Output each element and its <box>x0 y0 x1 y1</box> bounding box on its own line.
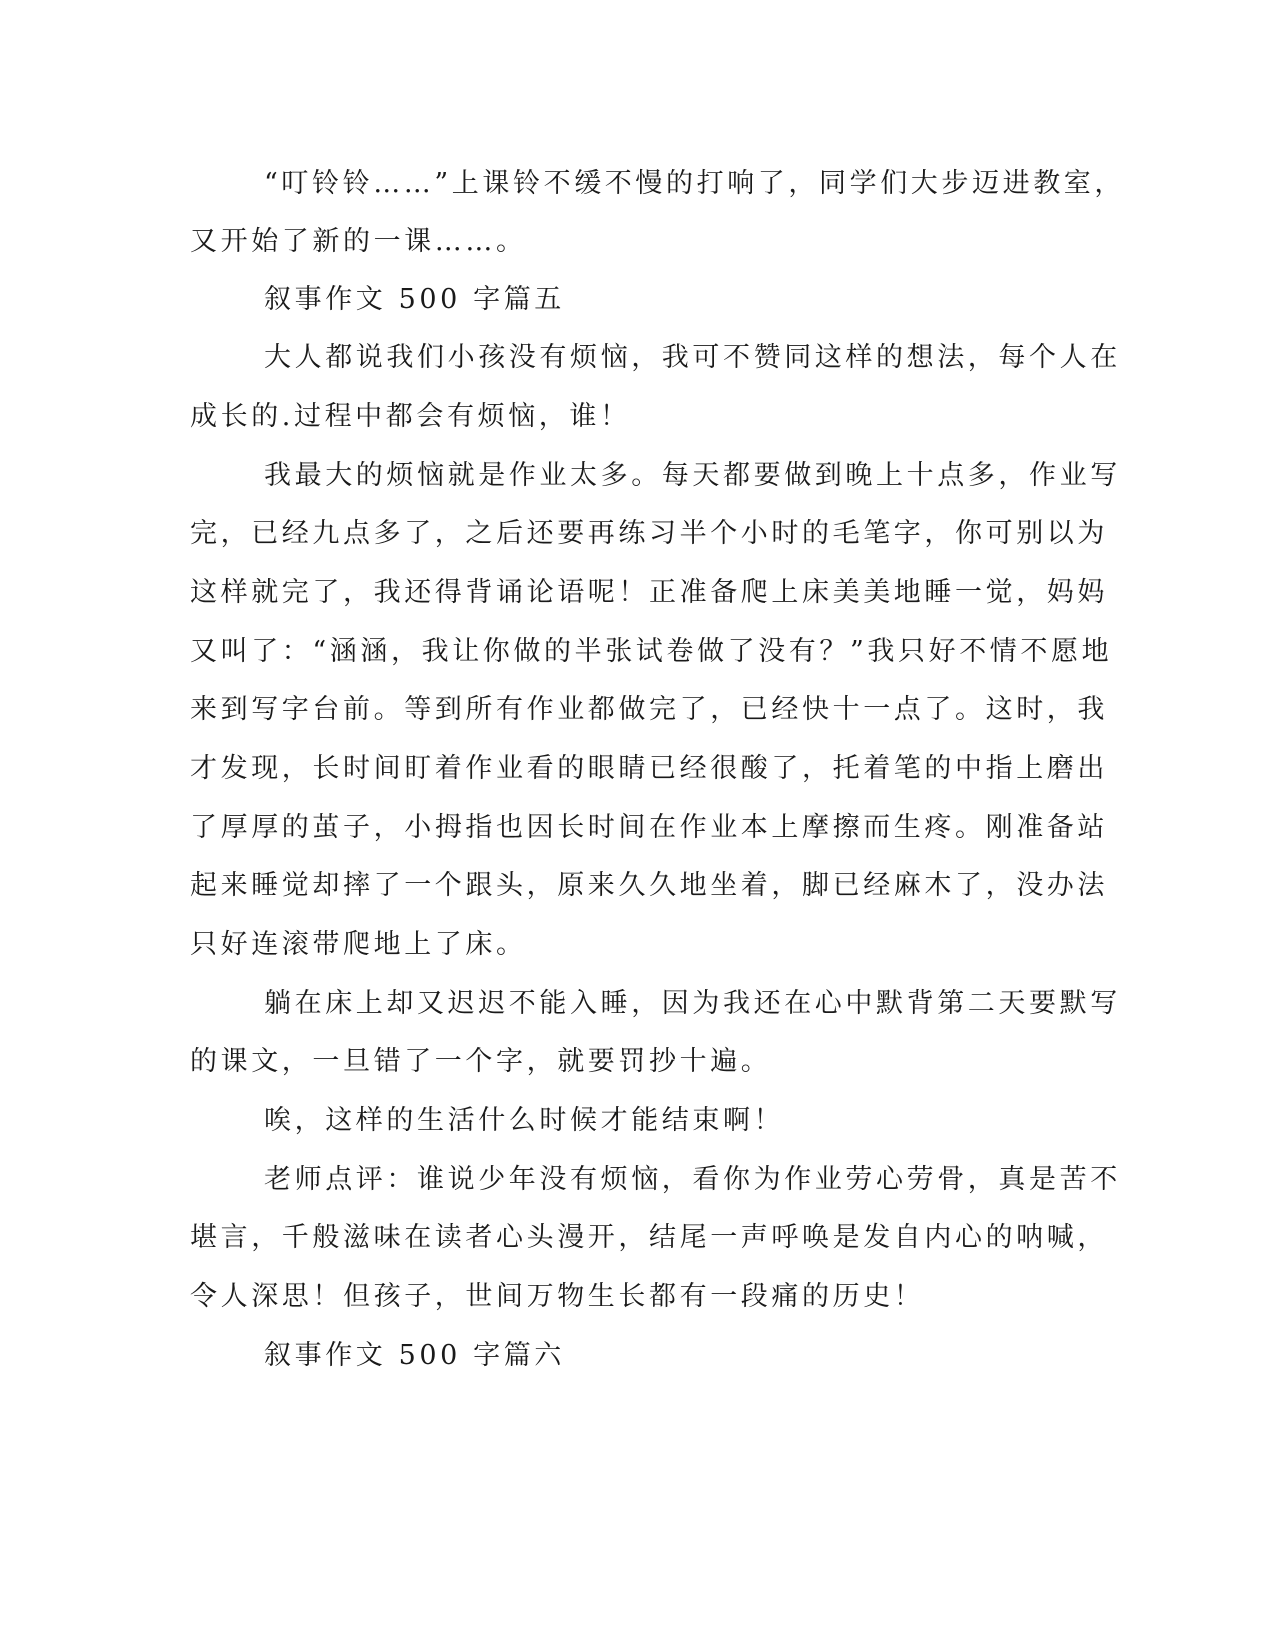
teacher-comment-line: 令人深思！但孩子，世间万物生长都有一段痛的历史！ <box>190 1281 925 1312</box>
section-heading: 叙事作文 500 字篇六 <box>264 1340 565 1371</box>
paragraph-line: 躺在床上却又迟迟不能入睡，因为我还在心中默背第二天要默写 <box>264 988 1121 1019</box>
paragraph-line: 成长的.过程中都会有烦恼，谁！ <box>190 401 631 432</box>
paragraph-line: 才发现，长时间盯着作业看的眼睛已经很酸了，托着笔的中指上磨出 <box>190 753 1108 784</box>
paragraph-line: 了厚厚的茧子，小拇指也因长时间在作业本上摩擦而生疼。刚准备站 <box>190 812 1108 843</box>
paragraph-line: 起来睡觉却摔了一个跟头，原来久久地坐着，脚已经麻木了，没办法 <box>190 870 1108 901</box>
paragraph-line: 这样就完了，我还得背诵论语呢！正准备爬上床美美地睡一觉，妈妈 <box>190 577 1108 608</box>
paragraph-line: 又开始了新的一课……。 <box>190 226 527 257</box>
section-heading: 叙事作文 500 字篇五 <box>264 284 565 315</box>
paragraph-line: 的课文，一旦错了一个字，就要罚抄十遍。 <box>190 1046 772 1077</box>
paragraph-line: 唉，这样的生活什么时候才能结束啊！ <box>264 1105 785 1136</box>
paragraph-line: “叮铃铃……”上课铃不缓不慢的打响了，同学们大步迈进教室， <box>264 168 1126 199</box>
paragraph-line: 来到写字台前。等到所有作业都做完了，已经快十一点了。这时，我 <box>190 694 1108 725</box>
paragraph-line: 又叫了：“涵涵，我让你做的半张试卷做了没有？”我只好不情不愿地 <box>190 636 1113 667</box>
paragraph-line: 只好连滚带爬地上了床。 <box>190 929 527 960</box>
paragraph-line: 大人都说我们小孩没有烦恼，我可不赞同这样的想法，每个人在 <box>264 342 1121 373</box>
teacher-comment-line: 老师点评：谁说少年没有烦恼，看你为作业劳心劳骨，真是苦不 <box>264 1164 1121 1195</box>
teacher-comment-line: 堪言，千般滋味在读者心头漫开，结尾一声呼唤是发自内心的呐喊， <box>190 1222 1108 1253</box>
paragraph-line: 完，已经九点多了，之后还要再练习半个小时的毛笔字，你可别以为 <box>190 518 1108 549</box>
paragraph-line: 我最大的烦恼就是作业太多。每天都要做到晚上十点多，作业写 <box>264 460 1121 491</box>
